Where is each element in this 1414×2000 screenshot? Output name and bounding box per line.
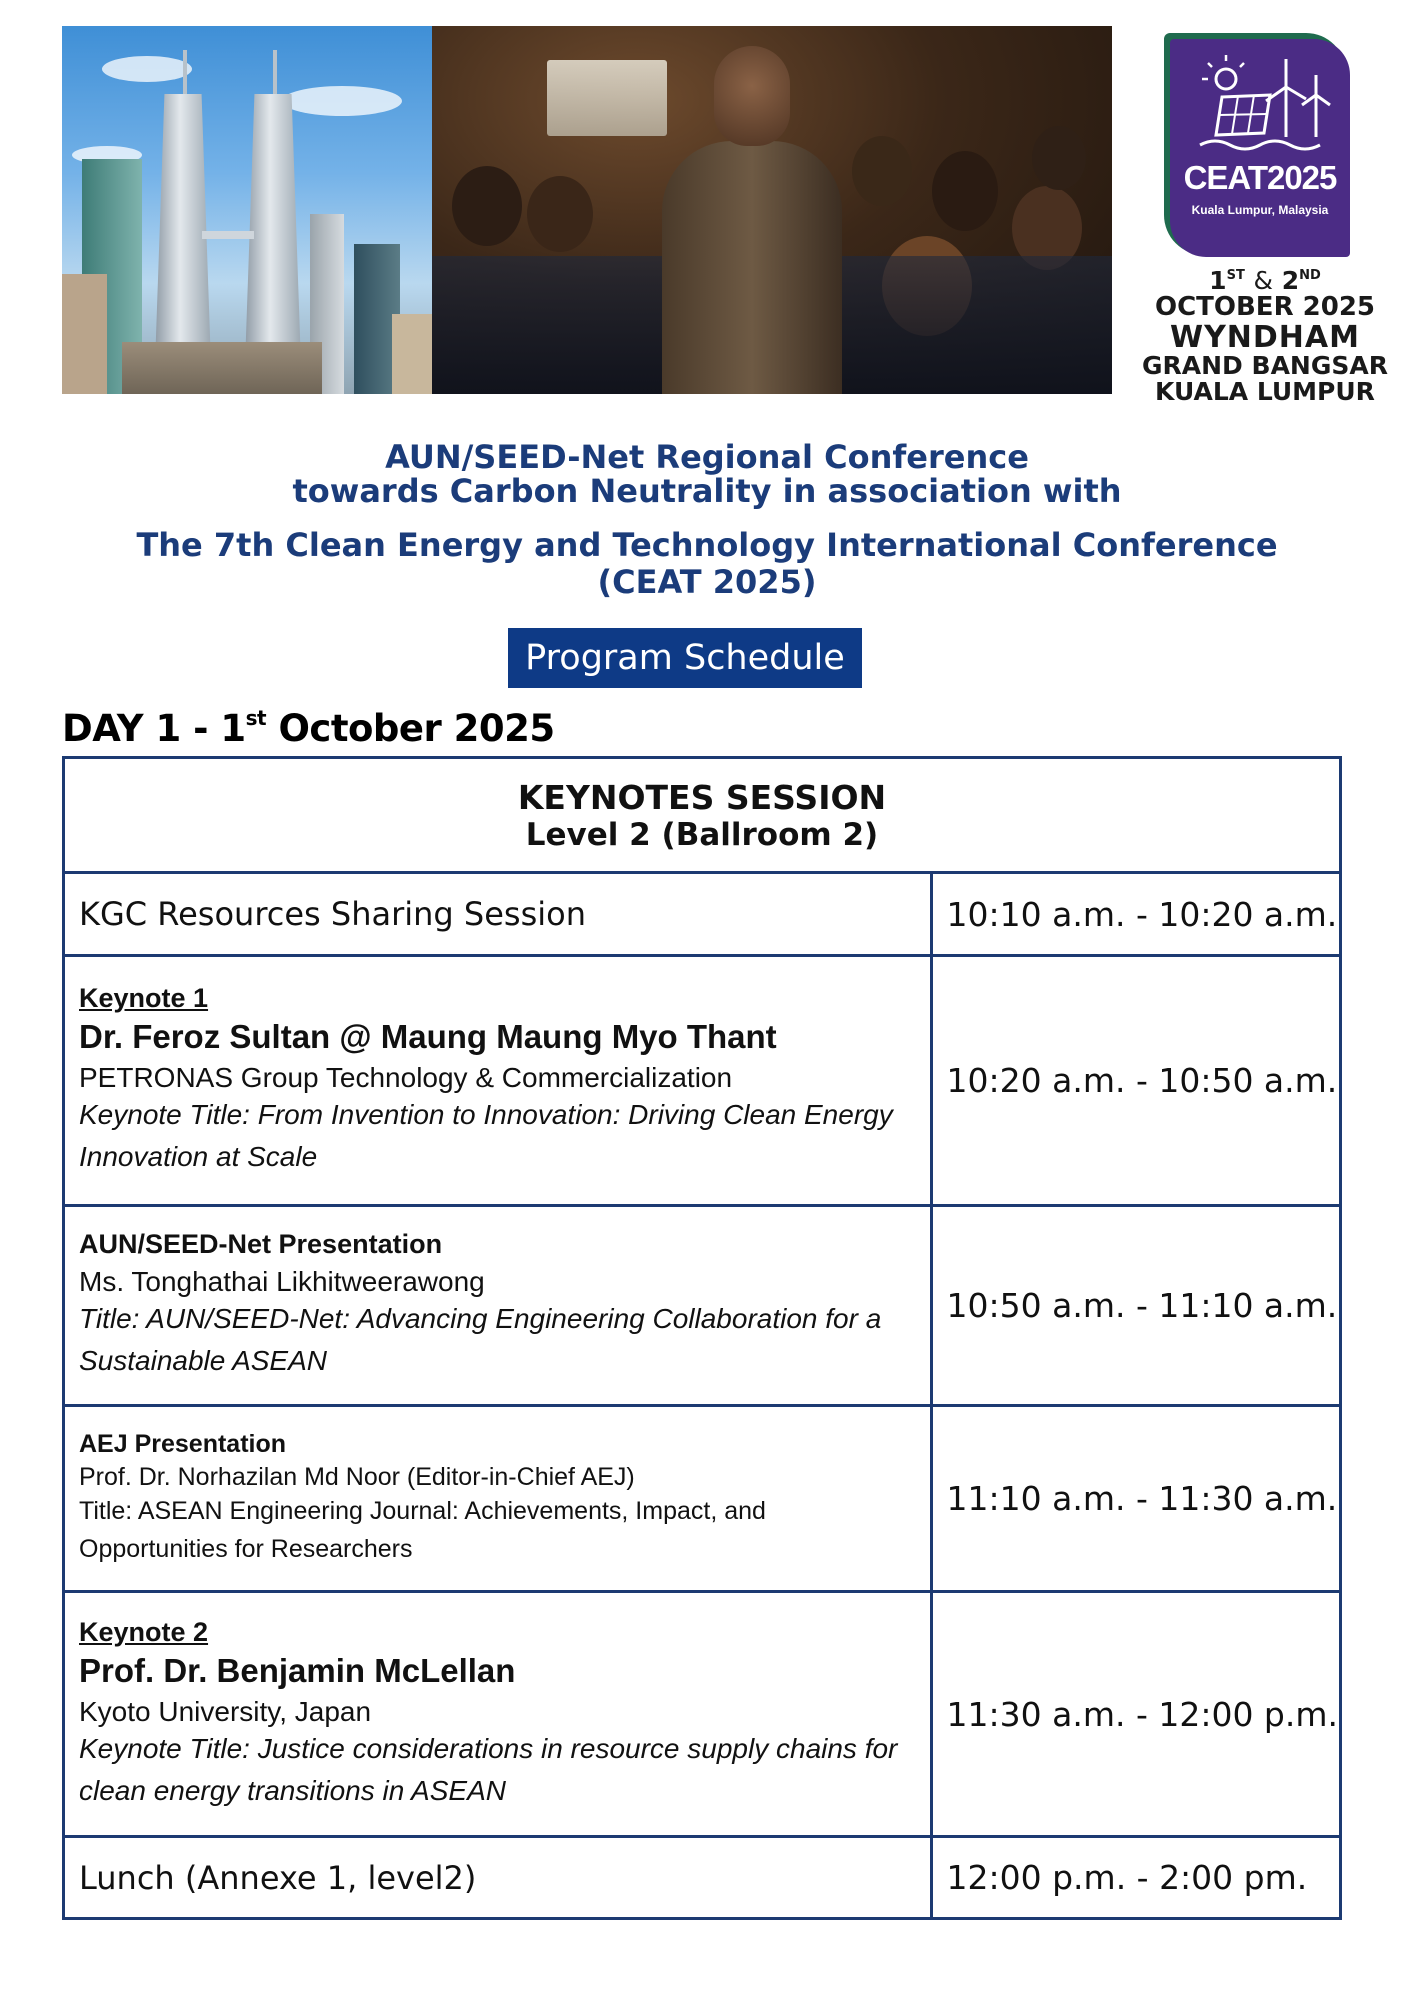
program-schedule-badge: Program Schedule	[508, 628, 862, 688]
conference-title-line-1: AUN/SEED-Net Regional Conference	[385, 438, 1029, 476]
time-cell: 11:10 a.m. - 11:30 a.m.	[931, 1406, 1340, 1592]
logo-subtitle: Kuala Lumpur, Malaysia	[1191, 203, 1329, 217]
event-date-venue	[1130, 268, 1400, 406]
session-title: KEYNOTES SESSION	[517, 777, 887, 817]
schedule-table	[62, 756, 1342, 1920]
kuala-lumpur-skyline-photo	[62, 26, 432, 394]
time-cell: 10:50 a.m. - 11:10 a.m.	[931, 1206, 1340, 1406]
conference-audience-photo	[432, 26, 1112, 394]
conference-titles	[0, 440, 1414, 600]
talk-title: Title: AUN/SEED-Net: Advancing Engineering Collaboration for a Sustainable ASEAN	[79, 1303, 882, 1376]
venue-hotel: WYNDHAM	[1169, 319, 1360, 355]
talk-title: Keynote Title: From Invention to Innovation: Driving Clean Energy Innovation at Scale	[79, 1099, 893, 1172]
header-banner	[62, 26, 1112, 394]
logo-title: CEAT2025	[1183, 159, 1337, 196]
conference-title-line-4: (CEAT 2025)	[597, 563, 817, 601]
ceat2025-logo	[1164, 33, 1350, 257]
time-cell: 10:10 a.m. - 10:20 a.m.	[931, 873, 1340, 956]
row-label: AEJ Presentation	[79, 1429, 287, 1458]
speaker-affiliation: PETRONAS Group Technology & Commercialization	[79, 1062, 733, 1093]
speaker-name: Prof. Dr. Norhazilan Md Noor (Editor-in-Chief AEJ)	[79, 1462, 635, 1491]
talk-title: Keynote Title: Justice considerations in resource supply chains for clean energy transitions in ASEAN	[79, 1732, 898, 1806]
table-row	[64, 1837, 1341, 1919]
conference-title-line-3: The 7th Clean Energy and Technology International Conference	[136, 526, 1278, 564]
table-row	[64, 1592, 1341, 1837]
time-cell: 11:30 a.m. - 12:00 p.m.	[931, 1592, 1340, 1837]
table-row	[64, 956, 1341, 1206]
venue-line-3: KUALA LUMPUR	[1155, 377, 1375, 407]
row-label: Keynote 1	[79, 983, 209, 1013]
speaker-affiliation: Kyoto University, Japan	[79, 1695, 372, 1727]
conference-title-line-2: towards Carbon Neutrality in association with	[292, 472, 1122, 510]
day-heading: DAY 1 - 1st October 2025	[62, 706, 555, 750]
activity-cell: Lunch (Annexe 1, level2)	[64, 1837, 932, 1919]
table-header-row	[64, 758, 1341, 873]
row-label: AUN/SEED-Net Presentation	[79, 1229, 443, 1259]
table-row	[64, 873, 1341, 956]
speaker-name: Prof. Dr. Benjamin McLellan	[79, 1651, 516, 1689]
activity-cell	[64, 1406, 932, 1592]
session-header	[64, 758, 1341, 873]
talk-title: Title: ASEAN Engineering Journal: Achievements, Impact, and Opportunities for Researchers	[79, 1496, 766, 1563]
activity-cell	[64, 956, 932, 1206]
speaker-name: Ms. Tonghathai Likhitweerawong	[79, 1266, 485, 1297]
solar-wind-icon	[1170, 45, 1350, 155]
time-cell: 10:20 a.m. - 10:50 a.m.	[931, 956, 1340, 1206]
row-label: Keynote 2	[79, 1616, 209, 1647]
event-month: OCTOBER 2025	[1154, 292, 1376, 323]
activity-cell	[64, 1206, 932, 1406]
activity-cell: KGC Resources Sharing Session	[64, 873, 932, 956]
session-location: Level 2 (Ballroom 2)	[525, 816, 879, 853]
activity-cell	[64, 1592, 932, 1837]
time-cell: 12:00 p.m. - 2:00 pm.	[931, 1837, 1340, 1919]
speaker-name: Dr. Feroz Sultan @ Maung Maung Myo Thant	[79, 1018, 777, 1055]
table-row	[64, 1406, 1341, 1592]
venue-line-2: GRAND BANGSAR	[1142, 351, 1388, 381]
event-dates: 1ST & 2ND	[1209, 266, 1321, 295]
table-row	[64, 1206, 1341, 1406]
